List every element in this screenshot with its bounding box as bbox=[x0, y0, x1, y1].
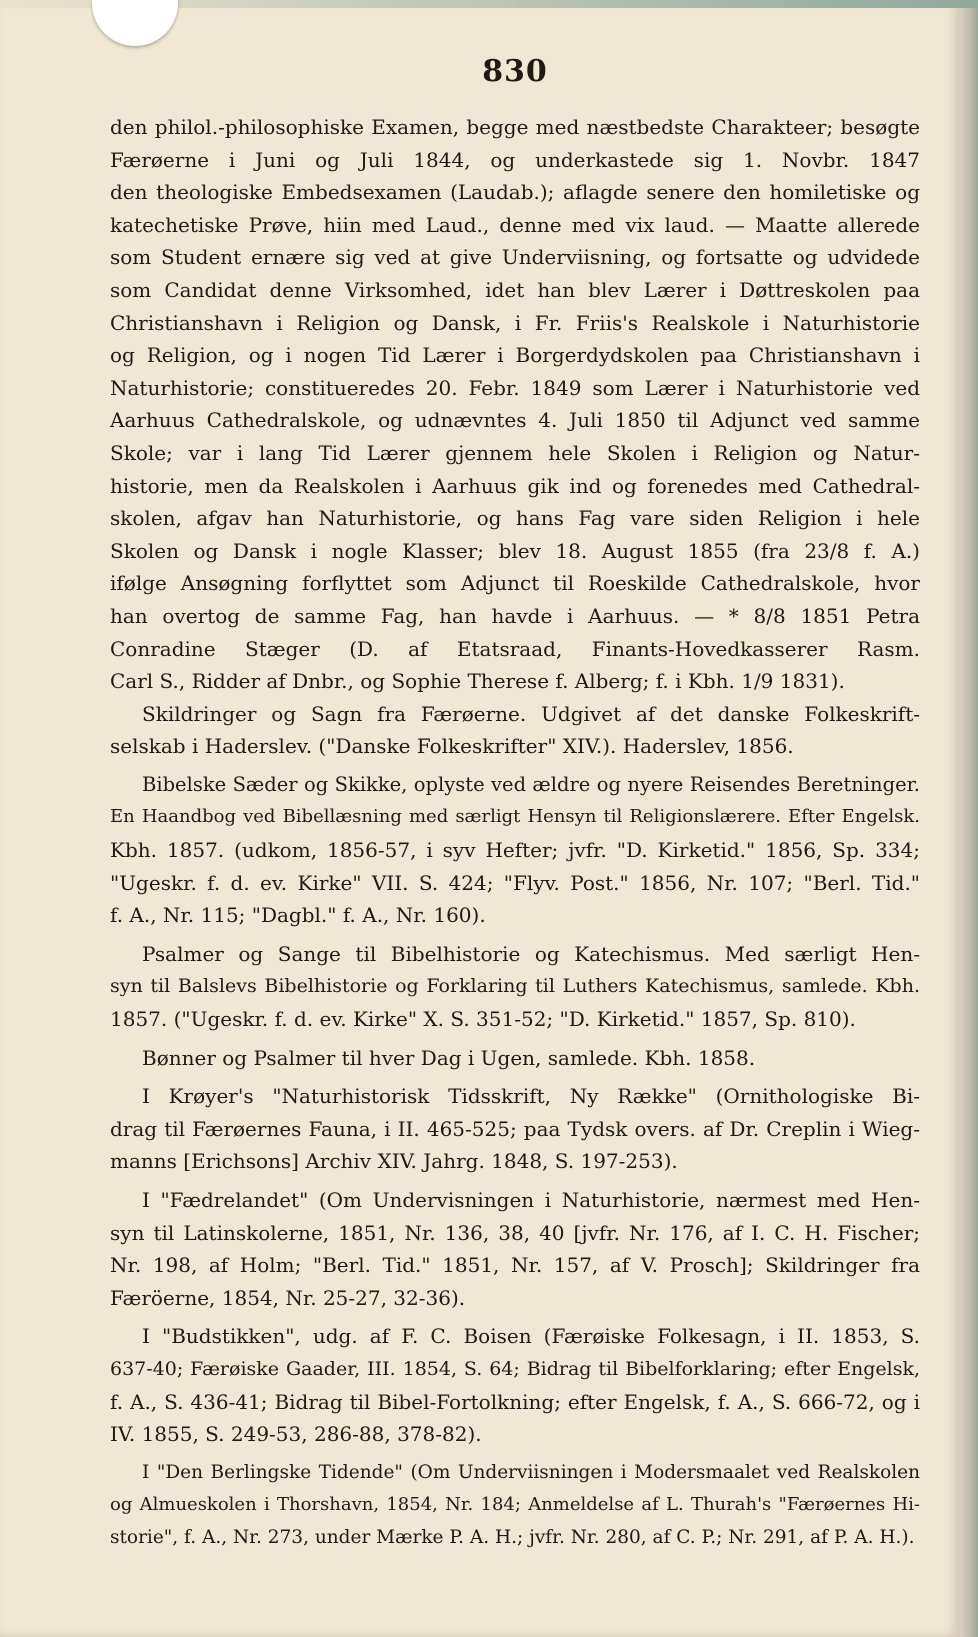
text-line: Færøerne i Juni og Juli 1844, og underkastede sig 1. Novbr. 1847 bbox=[110, 147, 920, 172]
text-line: syn til Balslevs Bibelhistorie og Forklaring til Luthers Katechismus, samlede. Kbh. bbox=[110, 975, 920, 998]
text-line: selskab i Haderslev. ("Danske Folkeskrifter" XIV.). Haderslev, 1856. bbox=[110, 734, 794, 759]
text-lines bbox=[110, 111, 920, 1555]
text-line: Skildringer og Sagn fra Færøerne. Udgivet af det danske Folkeskrift- bbox=[142, 701, 920, 726]
text-line: Naturhistorie; constitueredes 20. Febr. 1849 som Lærer i Naturhistorie ved bbox=[110, 375, 920, 400]
text-line: "Ugeskr. f. d. ev. Kirke" VII. S. 424; "Flyv. Post." 1856, Nr. 107; "Berl. Tid." bbox=[110, 870, 920, 895]
text-line: I Krøyer's "Naturhistorisk Tidsskrift, Ny Række" (Ornithologiske Bi- bbox=[142, 1084, 920, 1109]
text-line: og Religion, og i nogen Tid Lærer i Borgerdydskolen paa Christianshavn i bbox=[110, 343, 920, 368]
text-line: som Candidat denne Virksomhed, idet han blev Lærer i Døttreskolen paa bbox=[110, 277, 920, 302]
text-line: 637-40; Færøiske Gaader, III. 1854, S. 64; Bidrag til Bibelforklaring; efter Engelsk, bbox=[110, 1357, 920, 1380]
text-line: Nr. 198, af Holm; "Berl. Tid." 1851, Nr. 157, af V. Prosch]; Skildringer fra bbox=[110, 1253, 920, 1278]
text-line: I "Fædrelandet" (Om Undervisningen i Naturhistorie, nærmest med Hen- bbox=[142, 1188, 920, 1212]
text-line: og Almueskolen i Thorshavn, 1854, Nr. 184; Anmeldelse af L. Thurah's "Færøernes Hi- bbox=[110, 1494, 920, 1516]
text-line: 1857. ("Ugeskr. f. d. ev. Kirke" X. S. 351-52; "D. Kirketid." 1857, Sp. 810). bbox=[110, 1007, 856, 1032]
text-line: han overtog de samme Fag, han havde i Aarhuus. — * 8/8 1851 Petra bbox=[110, 603, 920, 628]
text-line: som Student ernære sig ved at give Underviisning, og fortsatte og udvidede bbox=[110, 245, 920, 270]
page-number: 830 bbox=[482, 54, 548, 89]
text-line: En Haandbog ved Bibellæsning med særligt Hensyn til Religionslærere. Efter Engelsk. bbox=[110, 806, 920, 828]
text-line: Christianshavn i Religion og Dansk, i Fr. Friis's Realskole i Naturhistorie bbox=[110, 310, 920, 335]
page-text bbox=[110, 40, 920, 1555]
text-line: den philol.-philosophiske Examen, begge med næstbedste Charakteer; besøgte bbox=[110, 115, 920, 139]
text-line: Conradine Stæger (D. af Etatsraad, Finants-Hovedkasserer Rasm. bbox=[110, 636, 920, 661]
text-line: IV. 1855, S. 249-53, 286-88, 378-82). bbox=[110, 1422, 482, 1447]
text-line: Kbh. 1857. (udkom, 1856-57, i syv Hefter; jvfr. "D. Kirketid." 1856, Sp. 334; bbox=[110, 838, 920, 863]
text-line: manns [Erichsons] Archiv XIV. Jahrg. 1848, S. 197-253). bbox=[110, 1149, 678, 1174]
text-line: storie", f. A., Nr. 273, under Mærke P. A. H.; jvfr. Nr. 280, af C. P.; Nr. 291, af P. A. H.). bbox=[110, 1526, 915, 1548]
text-line: historie, men da Realskolen i Aarhuus gik ind og forenedes med Cathedral- bbox=[110, 473, 920, 498]
text-line: Færöerne, 1854, Nr. 25-27, 32-36). bbox=[110, 1285, 466, 1310]
text-line: ifølge Ansøgning forflyttet som Adjunct til Roeskilde Cathedralskole, hvor bbox=[110, 571, 920, 596]
text-line: Carl S., Ridder af Dnbr., og Sophie Therese f. Alberg; f. i Kbh. 1/9 1831). bbox=[110, 669, 845, 694]
text-line: syn til Latinskolerne, 1851, Nr. 136, 38, 40 [jvfr. Nr. 176, af I. C. H. Fischer; bbox=[110, 1220, 920, 1245]
text-line: Bønner og Psalmer til hver Dag i Ugen, samlede. Kbh. 1858. bbox=[142, 1045, 756, 1070]
text-line: drag til Færøernes Fauna, i II. 465-525; paa Tydsk overs. af Dr. Creplin i Wieg- bbox=[110, 1116, 920, 1141]
text-line: Aarhuus Cathedralskole, og udnævntes 4. Juli 1850 til Adjunct ved samme bbox=[110, 408, 920, 433]
text-line: skolen, afgav han Naturhistorie, og hans Fag vare siden Religion i hele bbox=[110, 506, 920, 531]
text-line: f. A., Nr. 115; "Dagbl." f. A., Nr. 160). bbox=[110, 903, 486, 928]
page-edge bbox=[960, 0, 978, 1637]
text-line: Skolen og Dansk i nogle Klasser; blev 18. August 1855 (fra 23/8 f. A.) bbox=[110, 538, 920, 563]
text-line: I "Budstikken", udg. af F. C. Boisen (Færøiske Folkesagn, i II. 1853, S. bbox=[142, 1324, 920, 1349]
text-line: Psalmer og Sange til Bibelhistorie og Katechismus. Med særligt Hen- bbox=[142, 941, 920, 966]
text-line: f. A., S. 436-41; Bidrag til Bibel-Fortolkning; efter Engelsk, f. A., S. 666-72, og i bbox=[110, 1389, 920, 1414]
text-line: Skole; var i lang Tid Lærer gjennem hele Skolen i Religion og Natur- bbox=[110, 440, 920, 465]
text-line: I "Den Berlingske Tidende" (Om Underviisningen i Modersmaalet ved Realskolen bbox=[142, 1461, 920, 1483]
text-line: katechetiske Prøve, hiin med Laud., denne med vix laud. — Maatte allerede bbox=[110, 212, 920, 237]
text-line: den theologiske Embedsexamen (Laudab.); aflagde senere den homiletiske og bbox=[110, 180, 920, 205]
text-line: Bibelske Sæder og Skikke, oplyste ved ældre og nyere Reisendes Beretninger. bbox=[142, 772, 920, 796]
